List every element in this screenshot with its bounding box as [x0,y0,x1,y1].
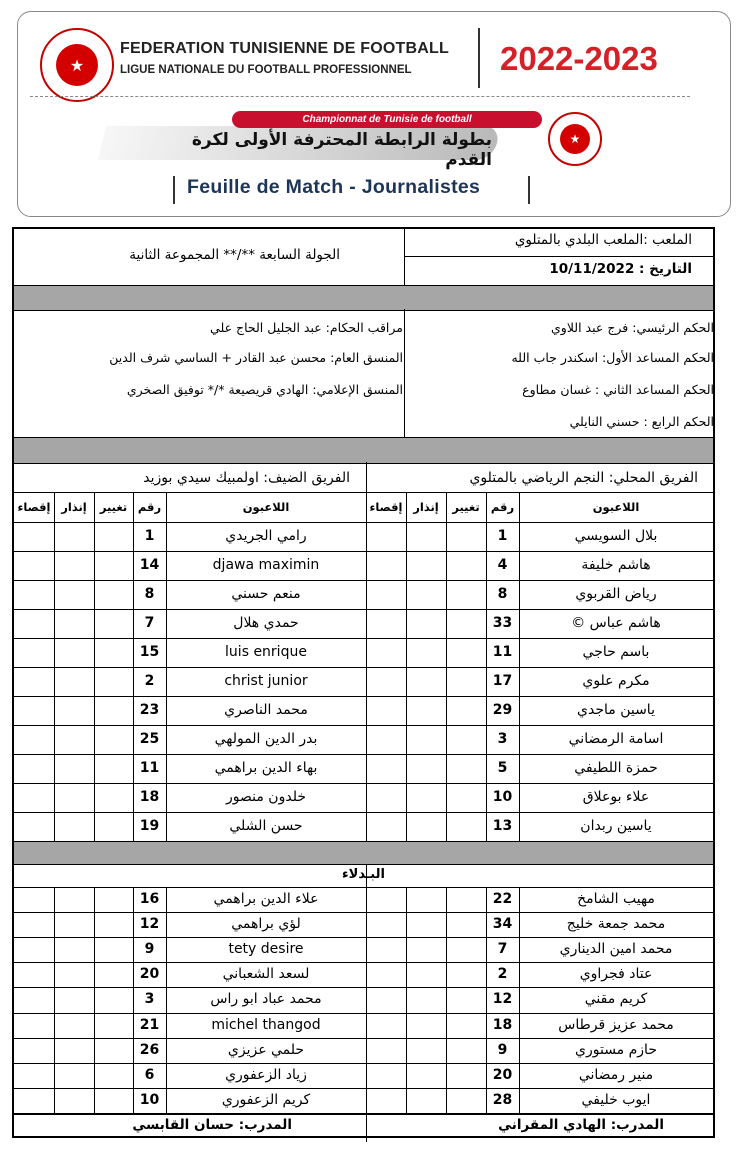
home-sub-player-name: ايوب خليفي [581,1091,651,1108]
title-bar-left [173,176,175,204]
home-sub-player-number: 34 [492,915,513,932]
home-sub-player-name: عتاد فجراوي [579,965,653,982]
home-starter-player-number: 10 [492,788,513,805]
away-col-expulsion: إقصاء [17,500,51,514]
home-sub-player-number: 28 [492,1091,513,1108]
away-starter-player-number: 11 [139,759,160,776]
sheet-title-wrap [173,172,533,206]
away-sub-player-number: 20 [139,965,160,982]
away-sub-player-name: لسعد الشعباني [222,965,310,982]
home-starter-player-number: 3 [497,730,508,747]
away-starter-player-number: 18 [139,788,160,805]
home-starter-player-name: مكرم علوي [582,672,650,689]
away-starter-player-number: 19 [139,817,160,834]
column-header-line [14,522,713,523]
home-starter-player-number: 8 [497,585,508,602]
home-starter-player-number: 1 [497,527,508,544]
starter-row-line [14,754,713,755]
away-starter-player-name: بدر الدين المولهي [214,730,318,747]
home-sub-player-number: 7 [497,940,508,957]
home-coach: المدرب: الهادي المقراني [498,1117,664,1133]
home-starter-player-name: باسم حاجي [582,643,650,660]
sub-row-line [14,962,713,963]
home-starter-player-name: رياض القربوي [575,585,657,602]
away-starter-player-name: محمد الناصري [224,701,308,718]
away-starter-player-name: بهاء الدين براهمي [214,759,318,776]
home-starter-player-number: 11 [492,643,513,660]
home-col-change: تغيير [452,500,480,514]
home-starter-player-name: هاشم عباس © [571,614,661,631]
home-starter-player-number: 5 [497,759,508,776]
away-col-change: تغيير [99,500,128,514]
starter-row-line [14,667,713,668]
season-label: 2022-2023 [500,40,658,77]
starter-row-line [14,696,713,697]
home-sub-player-number: 22 [492,890,513,907]
away-sub-player-name: لؤي براهمي [231,915,301,932]
away-sub-player-name: michel thangod [211,1016,321,1033]
away-starter-player-name: حسن الشلي [229,817,303,834]
home-starter-player-number: 33 [492,614,513,631]
away-starter-player-name: djawa maximin [212,556,320,573]
subs-away-warn-gridline [54,887,55,1113]
sub-row-line [14,1013,713,1014]
home-sub-player-name: محمد جمعة خليج [566,915,666,932]
subs-away-chg-gridline [94,887,95,1113]
away-starter-player-name: christ junior [224,672,308,689]
subs-label-line [14,887,713,888]
official-main-ref: الحكم الرئيسي: فرج عبد اللاوي [551,320,714,335]
away-sub-player-name: علاء الدين براهمي [213,890,319,907]
grey-band-3 [14,841,713,865]
home-sub-player-name: منير رمضاني [578,1066,654,1083]
away-starter-player-name: خلدون منصور [226,788,306,805]
home-starter-player-name: هاشم خليفة [581,556,651,573]
home-sub-player-number: 9 [497,1041,508,1058]
team-header-line [14,492,713,493]
home-starter-player-name: اسامة الرمضاني [568,730,664,747]
info-divider [404,229,405,285]
starter-row-line [14,580,713,581]
away-col-number: رقم [137,500,162,514]
home-starter-player-number: 4 [497,556,508,573]
championship-banner [102,111,532,170]
stadium: الملعب :الملعب البلدي بالمتلوي [514,232,692,248]
home-col-players: اللاعبون [592,500,640,514]
official-referee-observer: مراقب الحكام: عبد الجليل الحاج علي [210,320,403,335]
away-starter-player-number: 25 [139,730,160,747]
away-col-warning: إنذار [61,500,87,514]
away-starter-player-number: 7 [144,614,155,631]
away-sub-player-name: كريم الزعفوري [221,1091,311,1108]
title-bar-right [528,176,530,204]
home-starter-player-number: 13 [492,817,513,834]
grey-band-2 [14,437,713,464]
championship-ar: بطولة الرابطة المحترفة الأولى لكرة القدم [191,130,492,170]
ftf-logo-icon: ★ [40,28,114,102]
starter-row-line [14,812,713,813]
away-coach: المدرب: حسان القابسي [132,1117,292,1133]
officials-divider [404,309,405,437]
starter-row-line [14,783,713,784]
dashed-divider [30,96,690,97]
home-starter-player-number: 17 [492,672,513,689]
header-box [17,11,731,217]
home-sub-player-name: محمد عزيز قرطاس [558,1016,674,1033]
sheet-title: Feuille de Match - Journalistes [187,176,481,198]
teams-divider [366,462,367,1142]
home-sub-player-number: 18 [492,1016,513,1033]
sub-row-line [14,1063,713,1064]
away-starter-player-number: 23 [139,701,160,718]
away-sub-player-name: زياد الزعفوري [225,1066,307,1083]
official-assistant-2: الحكم المساعد الثاني : غسان مطاوع [522,382,714,397]
sub-row-line [14,937,713,938]
away-sub-player-number: 12 [139,915,160,932]
away-starter-player-number: 15 [139,643,160,660]
away-sub-player-number: 6 [144,1066,155,1083]
sub-row-line [14,987,713,988]
starter-row-line [14,551,713,552]
home-sub-player-name: كريم مقني [584,990,648,1007]
away-starter-player-name: حمدي هلال [233,614,299,631]
official-general-coordinator: المنسق العام: محسن عبد القادر + الساسي شرف الدين [109,350,403,365]
away-sub-player-name: محمد عباد ابو راس [210,990,322,1007]
home-sub-player-name: محمد امين الديناري [559,940,673,957]
championship-fr: Championnat de Tunisie de football [232,111,542,128]
away-starter-player-name: luis enrique [225,643,307,660]
info-row-line [404,256,715,257]
away-sub-player-name: حلمي عزيزي [227,1041,305,1058]
away-team-label: الفريق الضيف: اولمبيك سيدي بوزيد [143,470,350,486]
official-assistant-1: الحكم المساعد الأول: اسكندر جاب الله [511,350,714,365]
sub-row-line [14,912,713,913]
away-starter-player-number: 8 [144,585,155,602]
away-starter-player-number: 2 [144,672,155,689]
home-sub-player-name: حازم مستوري [575,1041,657,1058]
home-starter-player-name: ياسين ماجدي [577,701,655,718]
away-starter-player-name: رامي الجريدي [225,527,307,544]
away-sub-player-name: tety desire [228,940,304,957]
away-sub-player-number: 9 [144,940,155,957]
away-starter-player-number: 1 [144,527,155,544]
federation-name: FEDERATION TUNISIENNE DE FOOTBALL [120,40,449,57]
starter-row-line [14,725,713,726]
ligue-name: LIGUE NATIONALE DU FOOTBALL PROFESSIONNEL [120,64,412,76]
home-col-warning: إنذار [413,500,439,514]
away-sub-player-number: 3 [144,990,155,1007]
home-col-expulsion: إقصاء [369,500,403,514]
starter-row-line [14,609,713,610]
home-starter-player-name: بلال السويسي [574,527,658,544]
sub-row-line [14,1088,713,1089]
away-sub-player-number: 10 [139,1091,160,1108]
official-media-coordinator: المنسق الإعلامي: الهادي قريصيعة */* توفيق الصخري [126,382,403,397]
home-starter-player-name: ياسين ربدان [580,817,652,834]
round-info: الجولة السابعة **/** المجموعة الثانية [129,247,340,263]
subs-home-chg-gridline [446,887,447,1113]
coach-line [14,1113,713,1115]
away-col-players: اللاعبون [242,500,290,514]
home-sub-player-number: 20 [492,1066,513,1083]
home-sub-player-number: 12 [492,990,513,1007]
home-team-label: الفريق المحلي: النجم الرياضي بالمتلوي [469,470,698,486]
official-fourth: الحكم الرابع : حسني النايلي [569,414,714,429]
match-sheet [12,227,715,1138]
home-starter-player-name: حمزة اللطيفي [574,759,658,776]
grey-band-1 [14,285,713,311]
away-starter-player-name: منعم حسني [231,585,301,602]
ligue-logo-icon: ★ [548,112,602,166]
away-sub-player-number: 26 [139,1041,160,1058]
sub-row-line [14,1038,713,1039]
subs-home-warn-gridline [406,887,407,1113]
away-starter-player-number: 14 [139,556,160,573]
away-sub-player-number: 21 [139,1016,160,1033]
home-sub-player-name: مهيب الشامخ [577,890,655,907]
match-date: التاريخ : 10/11/2022 [549,261,692,277]
home-col-number: رقم [490,500,515,514]
home-starter-player-number: 29 [492,701,513,718]
subs-label: البـدلاء [342,867,385,882]
home-starter-player-name: علاء بوعلاق [582,788,650,805]
home-sub-player-number: 2 [497,965,508,982]
season-divider [478,28,480,88]
away-sub-player-number: 16 [139,890,160,907]
starter-row-line [14,638,713,639]
